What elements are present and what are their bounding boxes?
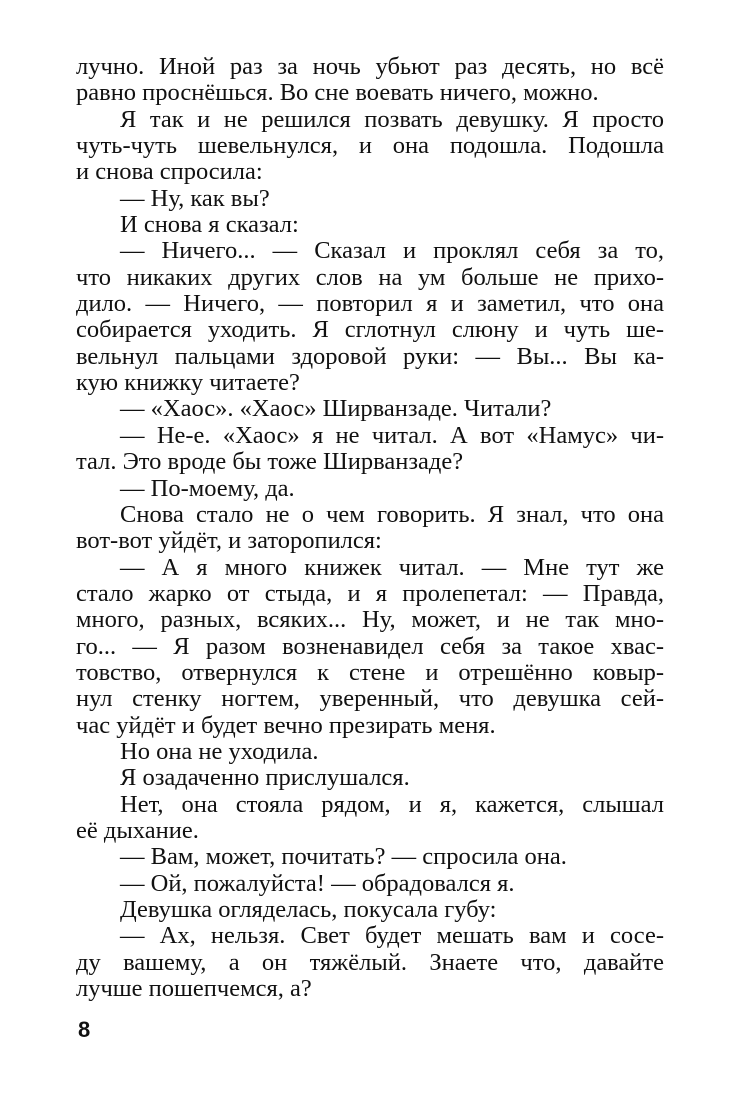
text-line: час уйдёт и будет вечно презирать меня. [76, 711, 496, 739]
text-line: и снова спросила: [76, 158, 263, 186]
text-line: — Ах, нельзя. Свет будет мешать вам и сосе- [120, 922, 664, 950]
text-line: — А я много книжек читал. — Мне тут же [120, 553, 664, 581]
text-line: дило. — Ничего, — повторил я и заметил, что она [76, 290, 664, 318]
text-line: тал. Это вроде бы тоже Ширванзаде? [76, 448, 464, 476]
text-line: лучно. Иной раз за ночь убьют раз десять, но всё [76, 53, 664, 80]
text-line: много, разных, всяких... Ну, может, и не так мно- [76, 606, 664, 634]
text-line: Нет, она стояла рядом, и я, кажется, слышал [120, 790, 664, 818]
text-line: равно проснёшься. Во сне воевать ничего, можно. [76, 79, 599, 107]
text-line: стало жарко от стыда, и я пролепетал: — Правда, [76, 579, 664, 607]
text-line: го... — Я разом возненавидел себя за такое хвас- [76, 632, 664, 660]
text-line: товство, отвернулся к стене и отрешённо ковыр- [76, 658, 664, 686]
text-line: чуть-чуть шевельнулся, и она подошла. Подошла [76, 132, 664, 160]
text-line: лучше пошепчемся, а? [76, 975, 312, 1003]
text-line: Снова стало не о чем говорить. Я знал, что она [120, 500, 664, 528]
text-line: собирается уходить. Я сглотнул слюну и чуть ше- [76, 316, 664, 344]
page-number: 8 [78, 1017, 91, 1042]
text-line: И снова я сказал: [120, 211, 299, 239]
text-line: — Не-е. «Хаос» я не читал. А вот «Намус» чи- [120, 421, 664, 449]
text-line: вот-вот уйдёт, и заторопился: [76, 527, 382, 555]
text-line: Но она не уходила. [120, 737, 319, 765]
text-line: вельнул пальцами здоровой руки: — Вы... Вы ка- [76, 342, 664, 370]
text-line: Девушка огляделась, покусала губу: [120, 896, 497, 923]
text-line: Я так и не решился позвать девушку. Я просто [120, 105, 664, 133]
text-line: — Ничего... — Сказал и проклял себя за то, [120, 237, 664, 265]
text-line: ду вашему, а он тяжёлый. Знаете что, давайте [76, 948, 664, 976]
text-line: — Ну, как вы? [120, 184, 270, 212]
text-line: — По-моему, да. [120, 474, 295, 502]
text-line: нул стенку ногтем, уверенный, что девушка сей- [76, 685, 664, 713]
text-line: — Вам, может, почитать? — спросила она. [120, 843, 567, 871]
text-line: Я озадаченно прислушался. [120, 764, 410, 792]
book-page-text [76, 54, 664, 1002]
text-line: что никаких других слов на ум больше не прихо- [76, 263, 664, 291]
text-line: кую книжку читаете? [76, 369, 300, 397]
text-line: — Ой, пожалуйста! — обрадовался я. [120, 869, 515, 897]
text-line: — «Хаос». «Хаос» Ширванзаде. Читали? [120, 395, 552, 423]
text-line: её дыхание. [76, 816, 199, 844]
